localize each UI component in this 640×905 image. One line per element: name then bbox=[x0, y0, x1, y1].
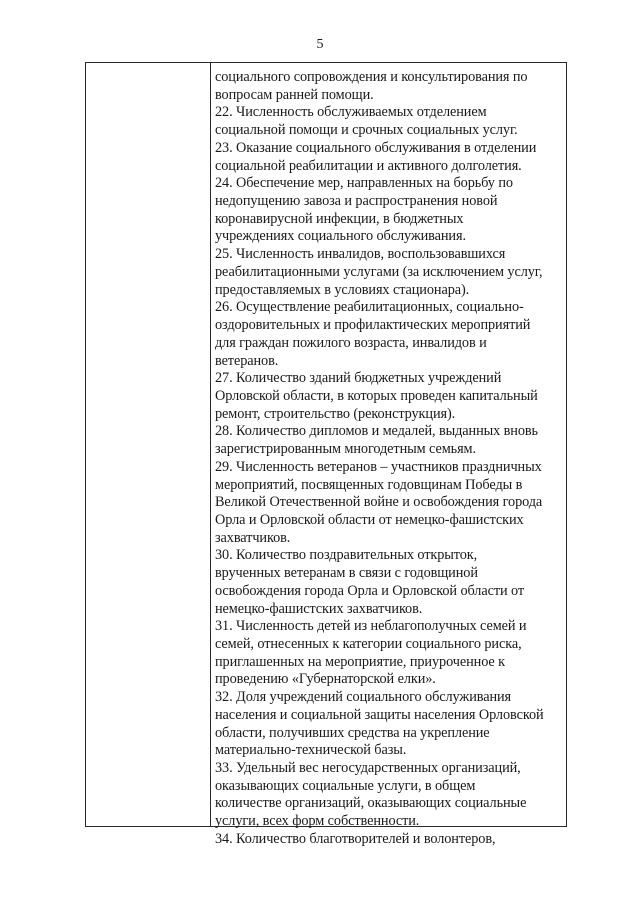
document-table bbox=[85, 62, 567, 847]
text-line: социального сопровождения и консультирования по bbox=[215, 69, 528, 85]
text-line: вопросам ранней помощи. bbox=[215, 86, 374, 103]
text-line: захватчиков. bbox=[215, 529, 291, 546]
text-line: освобождения города Орла и Орловской области от bbox=[215, 582, 525, 599]
text-line: проведению «Губернаторской елки». bbox=[215, 671, 436, 688]
text-line: Орла и Орловской области от немецко-фашистских bbox=[215, 511, 524, 528]
text-line: количестве организаций, оказывающих социальные bbox=[215, 795, 527, 812]
table-left-cell bbox=[86, 63, 211, 826]
text-line: области, получивших средства на укрепление bbox=[215, 724, 490, 741]
table-right-cell bbox=[211, 63, 566, 847]
text-line: 32. Доля учреждений социального обслуживания bbox=[215, 689, 512, 706]
text-line: Великой Отечественной войне и освобождения города bbox=[215, 494, 543, 511]
text-line: реабилитационными услугами (за исключением услуг, bbox=[215, 263, 543, 280]
text-line: 24. Обеспечение мер, направленных на борьбу по bbox=[215, 175, 513, 192]
text-line: семей, отнесенных к категории социального риска, bbox=[215, 636, 522, 652]
text-line: 27. Количество зданий бюджетных учреждений bbox=[215, 370, 502, 387]
text-line: 30. Количество поздравительных открыток, bbox=[215, 547, 478, 564]
text-line: для граждан пожилого возраста, инвалидов и bbox=[215, 334, 487, 351]
text-line: ветеранов. bbox=[215, 352, 279, 369]
text-line: врученных ветеранам в связи с годовщиной bbox=[215, 565, 478, 582]
text-line: 33. Удельный вес негосударственных организаций, bbox=[215, 760, 521, 777]
text-line: зарегистрированным многодетным семьям. bbox=[215, 441, 476, 458]
text-line: ремонт, строительство (реконструкция). bbox=[215, 405, 456, 422]
text-line: недопущению завоза и распространения новой bbox=[215, 193, 498, 210]
text-line: услуги, всех форм собственности. bbox=[215, 813, 420, 830]
text-line: 22. Численность обслуживаемых отделением bbox=[215, 104, 487, 121]
text-line: социальной реабилитации и активного долголетия. bbox=[215, 157, 522, 174]
text-line: 23. Оказание социального обслуживания в отделении bbox=[215, 139, 537, 156]
text-line: социальной помощи и срочных социальных услуг. bbox=[215, 122, 518, 139]
text-line: оказывающих социальные услуги, в общем bbox=[215, 777, 476, 794]
text-line: 25. Численность инвалидов, воспользовавшихся bbox=[215, 246, 506, 263]
text-line: мероприятий, посвященных годовщинам Победы в bbox=[215, 476, 523, 493]
text-line: Орловской области, в которых проведен капитальный bbox=[215, 387, 538, 404]
text-line: 34. Количество благотворителей и волонтеров, bbox=[215, 830, 496, 847]
text-line: учреждениях социального обслуживания. bbox=[215, 228, 466, 245]
page-number: 5 bbox=[316, 37, 324, 52]
text-line: материально-технической базы. bbox=[215, 742, 407, 759]
text-line: населения и социальной защиты населения Орловской bbox=[215, 706, 544, 723]
text-line: коронавирусной инфекции, в бюджетных bbox=[215, 210, 464, 227]
text-line: приглашенных на мероприятие, приуроченное к bbox=[215, 653, 505, 670]
text-line: 28. Количество дипломов и медалей, выданных вновь bbox=[215, 423, 538, 440]
text-line: немецко-фашистских захватчиков. bbox=[215, 600, 423, 617]
text-line: 31. Численность детей из неблагополучных семей и bbox=[215, 618, 527, 635]
text-line: 29. Численность ветеранов – участников праздничных bbox=[215, 458, 542, 475]
text-line: предоставляемых в условиях стационара). bbox=[215, 281, 470, 298]
text-line: оздоровительных и профилактических мероприятий bbox=[215, 317, 531, 334]
text-line: 26. Осуществление реабилитационных, социально- bbox=[215, 299, 524, 316]
